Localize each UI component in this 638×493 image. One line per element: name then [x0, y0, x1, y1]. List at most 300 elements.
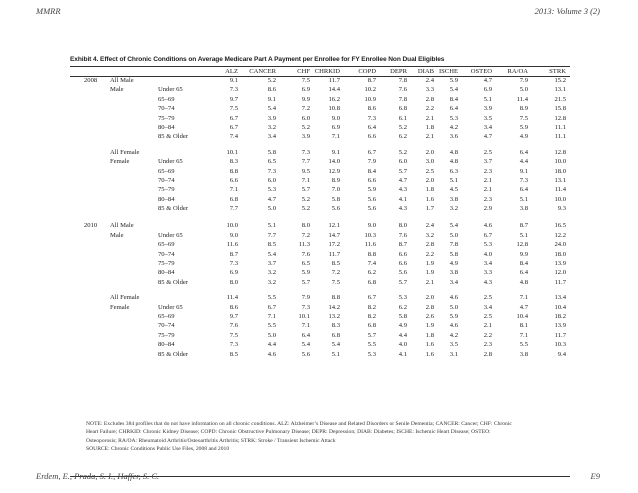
- value-cell: 15.8: [554, 105, 566, 113]
- value-cell: 5.5: [267, 322, 276, 330]
- value-cell: 7.1: [331, 133, 340, 141]
- table-row: [70, 340, 570, 349]
- age-cell: 75–79: [158, 260, 175, 268]
- value-cell: 17.2: [328, 241, 340, 249]
- value-cell: 4.9: [519, 133, 528, 141]
- value-cell: 2.3: [483, 195, 492, 203]
- table-row: [70, 85, 570, 94]
- group-cell: Female: [110, 303, 130, 311]
- age-cell: 65–69: [158, 95, 175, 103]
- value-cell: 11.1: [554, 123, 566, 131]
- value-cell: 7.0: [331, 186, 340, 194]
- value-cell: 2.3: [483, 341, 492, 349]
- value-cell: 7.9: [519, 77, 528, 84]
- value-cell: 3.7: [483, 158, 492, 166]
- value-cell: 9.4: [557, 350, 566, 358]
- value-cell: 7.3: [229, 260, 238, 268]
- table-row: [70, 293, 570, 302]
- value-cell: 9.7: [229, 95, 238, 103]
- column-header: ALZ: [225, 68, 238, 75]
- value-cell: 1.9: [425, 322, 434, 330]
- value-cell: 7.8: [398, 95, 407, 103]
- value-cell: 11.4: [554, 186, 566, 194]
- value-cell: 6.8: [331, 331, 340, 339]
- value-cell: 5.7: [398, 167, 407, 175]
- value-cell: 8.6: [229, 303, 238, 311]
- value-cell: 4.0: [483, 250, 492, 258]
- value-cell: 5.0: [449, 303, 458, 311]
- value-cell: 6.2: [367, 269, 376, 277]
- value-cell: 6.7: [483, 231, 492, 239]
- value-cell: 8.4: [367, 167, 376, 175]
- value-cell: 15.2: [554, 77, 566, 84]
- value-cell: 3.4: [483, 123, 492, 131]
- value-cell: 5.3: [483, 241, 492, 249]
- value-cell: 9.0: [331, 114, 340, 122]
- value-cell: 5.6: [367, 205, 376, 213]
- table-row: [70, 148, 570, 157]
- value-cell: 5.1: [519, 231, 528, 239]
- value-cell: 13.9: [554, 260, 566, 268]
- value-cell: 10.0: [554, 158, 566, 166]
- group-cell: All Male: [110, 77, 134, 84]
- value-cell: 4.2: [449, 331, 458, 339]
- value-cell: 5.9: [449, 77, 458, 84]
- value-cell: 8.0: [229, 278, 238, 286]
- value-cell: 8.7: [519, 222, 528, 230]
- value-cell: 5.8: [449, 250, 458, 258]
- value-cell: 8.1: [519, 322, 528, 330]
- value-cell: 5.0: [267, 331, 276, 339]
- value-cell: 3.3: [483, 269, 492, 277]
- value-cell: 9.1: [229, 77, 238, 84]
- value-cell: 6.7: [229, 123, 238, 131]
- value-cell: 9.7: [229, 312, 238, 320]
- value-cell: 5.7: [398, 278, 407, 286]
- age-cell: 70–74: [158, 250, 175, 258]
- value-cell: 8.7: [398, 241, 407, 249]
- value-cell: 7.6: [398, 231, 407, 239]
- value-cell: 4.7: [267, 195, 276, 203]
- value-cell: 12.1: [328, 222, 340, 230]
- value-cell: 7.3: [367, 114, 376, 122]
- value-cell: 5.8: [398, 312, 407, 320]
- value-cell: 2.0: [425, 148, 434, 156]
- value-cell: 5.1: [331, 350, 340, 358]
- value-cell: 11.6: [364, 241, 376, 249]
- value-cell: 3.9: [267, 114, 276, 122]
- value-cell: 10.8: [328, 105, 340, 113]
- value-cell: 6.9: [331, 123, 340, 131]
- value-cell: 2.8: [425, 241, 434, 249]
- value-cell: 4.4: [267, 341, 276, 349]
- value-cell: 3.4: [449, 278, 458, 286]
- value-cell: 2.1: [425, 133, 434, 141]
- value-cell: 7.5: [229, 331, 238, 339]
- value-cell: 7.3: [301, 148, 310, 156]
- value-cell: 9.1: [331, 148, 340, 156]
- value-cell: 7.5: [301, 77, 310, 84]
- group-cell: All Female: [110, 148, 140, 156]
- age-cell: 85 & Older: [158, 278, 189, 286]
- value-cell: 5.1: [519, 195, 528, 203]
- value-cell: 8.4: [519, 260, 528, 268]
- value-cell: 5.5: [519, 341, 528, 349]
- value-cell: 5.7: [367, 331, 376, 339]
- value-cell: 6.4: [519, 186, 528, 194]
- value-cell: 8.8: [331, 294, 340, 302]
- age-cell: 70–74: [158, 322, 175, 330]
- value-cell: 6.8: [367, 322, 376, 330]
- table-row: [70, 104, 570, 113]
- value-cell: 5.8: [267, 148, 276, 156]
- value-cell: 7.3: [229, 86, 238, 94]
- value-cell: 8.7: [367, 77, 376, 84]
- value-cell: 3.9: [301, 133, 310, 141]
- column-header: CANCER: [249, 68, 276, 75]
- table-row: [70, 176, 570, 185]
- table-row: [70, 204, 570, 213]
- value-cell: 7.3: [267, 167, 276, 175]
- value-cell: 11.3: [298, 241, 310, 249]
- value-cell: 5.4: [449, 86, 458, 94]
- value-cell: 4.8: [449, 158, 458, 166]
- value-cell: 3.8: [449, 195, 458, 203]
- value-cell: 7.5: [331, 278, 340, 286]
- value-cell: 4.3: [398, 205, 407, 213]
- value-cell: 2.5: [483, 312, 492, 320]
- value-cell: 16.5: [554, 222, 566, 230]
- value-cell: 5.0: [519, 86, 528, 94]
- value-cell: 8.7: [229, 250, 238, 258]
- group-cell: All Male: [110, 222, 134, 230]
- value-cell: 8.5: [229, 350, 238, 358]
- value-cell: 5.6: [367, 195, 376, 203]
- value-cell: 6.6: [367, 133, 376, 141]
- table-row: [70, 250, 570, 259]
- column-header: ISCHE: [438, 68, 458, 75]
- value-cell: 18.0: [554, 167, 566, 175]
- table-row: [70, 240, 570, 249]
- journal-name: MMRR: [36, 6, 61, 16]
- value-cell: 12.0: [554, 269, 566, 277]
- table-row: [70, 331, 570, 340]
- value-cell: 2.8: [425, 303, 434, 311]
- value-cell: 5.3: [449, 114, 458, 122]
- value-cell: 4.6: [483, 222, 492, 230]
- value-cell: 4.1: [398, 195, 407, 203]
- value-cell: 8.4: [449, 95, 458, 103]
- value-cell: 2.1: [483, 186, 492, 194]
- value-cell: 14.2: [328, 303, 340, 311]
- value-cell: 7.1: [229, 186, 238, 194]
- value-cell: 12.8: [554, 114, 566, 122]
- value-cell: 3.6: [449, 133, 458, 141]
- value-cell: 5.0: [449, 231, 458, 239]
- value-cell: 4.3: [483, 278, 492, 286]
- value-cell: 5.2: [267, 77, 276, 84]
- value-cell: 7.9: [367, 158, 376, 166]
- group-cell: Female: [110, 158, 130, 166]
- value-cell: 9.1: [519, 167, 528, 175]
- value-cell: 1.8: [425, 123, 434, 131]
- value-cell: 5.3: [398, 294, 407, 302]
- value-cell: 2.5: [483, 294, 492, 302]
- value-cell: 6.4: [449, 105, 458, 113]
- value-cell: 10.1: [226, 148, 238, 156]
- value-cell: 7.8: [449, 241, 458, 249]
- age-cell: Under 65: [158, 86, 183, 94]
- value-cell: 6.0: [301, 114, 310, 122]
- value-cell: 9.3: [557, 205, 566, 213]
- value-cell: 14.4: [328, 86, 340, 94]
- value-cell: 3.2: [267, 278, 276, 286]
- value-cell: 7.6: [301, 250, 310, 258]
- value-cell: 8.8: [367, 250, 376, 258]
- value-cell: 18.2: [554, 312, 566, 320]
- value-cell: 10.3: [364, 231, 376, 239]
- value-cell: 6.9: [483, 86, 492, 94]
- value-cell: 1.7: [425, 205, 434, 213]
- value-cell: 5.7: [301, 278, 310, 286]
- age-cell: 80–84: [158, 341, 175, 349]
- value-cell: 8.2: [367, 303, 376, 311]
- value-cell: 11.7: [554, 331, 566, 339]
- value-cell: 5.4: [267, 105, 276, 113]
- value-cell: 7.5: [229, 105, 238, 113]
- value-cell: 3.2: [267, 269, 276, 277]
- value-cell: 9.0: [367, 222, 376, 230]
- value-cell: 7.6: [398, 86, 407, 94]
- value-cell: 7.1: [519, 294, 528, 302]
- value-cell: 4.0: [398, 341, 407, 349]
- age-cell: 70–74: [158, 176, 175, 184]
- value-cell: 7.7: [229, 205, 238, 213]
- value-cell: 18.0: [554, 250, 566, 258]
- value-cell: 2.8: [425, 95, 434, 103]
- value-cell: 4.8: [519, 278, 528, 286]
- value-cell: 4.7: [398, 176, 407, 184]
- value-cell: 2.2: [483, 331, 492, 339]
- group-cell: Male: [110, 86, 124, 94]
- value-cell: 8.9: [331, 176, 340, 184]
- value-cell: 12.8: [554, 148, 566, 156]
- value-cell: 1.6: [425, 350, 434, 358]
- value-cell: 7.1: [301, 322, 310, 330]
- table-row: [70, 185, 570, 194]
- value-cell: 3.8: [519, 205, 528, 213]
- value-cell: 10.0: [554, 195, 566, 203]
- value-cell: 8.8: [229, 167, 238, 175]
- column-header: DEPR: [390, 68, 407, 75]
- value-cell: 5.2: [301, 195, 310, 203]
- value-cell: 1.8: [425, 186, 434, 194]
- value-cell: 2.2: [425, 105, 434, 113]
- table-row: [70, 221, 570, 230]
- age-cell: 65–69: [158, 241, 175, 249]
- value-cell: 5.5: [367, 341, 376, 349]
- table-row: [70, 123, 570, 132]
- value-cell: 3.4: [267, 133, 276, 141]
- column-header: STRK: [549, 68, 566, 75]
- value-cell: 6.5: [267, 158, 276, 166]
- note-line: Heart Failure; CHRKID: Chronic Kidney Disease; COPD: Chronic Obstructive Pulmonary Disease; DEPR: Depression; DIAB: Diabetes; ISCHE: Ischemic Heart Disease; OSTEO:: [86, 429, 491, 436]
- value-cell: 21.5: [554, 95, 566, 103]
- value-cell: 2.1: [425, 114, 434, 122]
- value-cell: 5.4: [301, 341, 310, 349]
- value-cell: 7.4: [367, 260, 376, 268]
- value-cell: 8.0: [301, 222, 310, 230]
- authors: Erdem, E., Prada, S. I., Haffer, S. C.: [36, 471, 160, 481]
- value-cell: 4.8: [449, 148, 458, 156]
- value-cell: 8.3: [229, 158, 238, 166]
- source-line: SOURCE: Chronic Conditions Public Use Files, 2008 and 2010: [86, 446, 230, 453]
- value-cell: 6.8: [398, 105, 407, 113]
- value-cell: 5.2: [301, 123, 310, 131]
- column-header: DIAB: [417, 68, 434, 75]
- value-cell: 5.8: [331, 195, 340, 203]
- value-cell: 6.7: [229, 114, 238, 122]
- column-header: OSTEO: [470, 68, 492, 75]
- value-cell: 4.7: [483, 133, 492, 141]
- value-cell: 11.7: [328, 77, 340, 84]
- value-cell: 8.3: [331, 322, 340, 330]
- table-notes: [86, 420, 626, 454]
- value-cell: 3.9: [483, 105, 492, 113]
- value-cell: 7.3: [301, 303, 310, 311]
- value-cell: 5.1: [449, 176, 458, 184]
- table-row: [70, 259, 570, 268]
- value-cell: 4.1: [398, 350, 407, 358]
- value-cell: 11.7: [554, 278, 566, 286]
- value-cell: 2.5: [483, 148, 492, 156]
- value-cell: 7.2: [301, 105, 310, 113]
- value-cell: 6.2: [398, 133, 407, 141]
- value-cell: 3.2: [425, 231, 434, 239]
- age-cell: Under 65: [158, 303, 183, 311]
- value-cell: 5.2: [398, 123, 407, 131]
- table-row: [70, 231, 570, 240]
- value-cell: 1.6: [425, 195, 434, 203]
- value-cell: 9.1: [267, 95, 276, 103]
- table-row: [70, 278, 570, 287]
- value-cell: 5.9: [519, 123, 528, 131]
- table-row: [70, 350, 570, 359]
- payment-table: [70, 67, 570, 359]
- value-cell: 7.3: [229, 341, 238, 349]
- table-row: [70, 167, 570, 176]
- value-cell: 6.8: [367, 278, 376, 286]
- value-cell: 7.1: [519, 331, 528, 339]
- value-cell: 3.2: [267, 123, 276, 131]
- value-cell: 7.5: [519, 114, 528, 122]
- table-row: [70, 76, 570, 85]
- value-cell: 5.7: [301, 186, 310, 194]
- value-cell: 10.4: [516, 312, 528, 320]
- value-cell: 5.6: [398, 269, 407, 277]
- value-cell: 2.8: [483, 350, 492, 358]
- value-cell: 7.4: [229, 133, 238, 141]
- age-cell: 65–69: [158, 312, 175, 320]
- value-cell: 10.3: [554, 341, 566, 349]
- value-cell: 5.0: [267, 205, 276, 213]
- value-cell: 6.1: [398, 114, 407, 122]
- value-cell: 3.0: [425, 158, 434, 166]
- value-cell: 7.9: [301, 294, 310, 302]
- value-cell: 4.7: [519, 303, 528, 311]
- note-line: Osteoporosis; RA/OA: Rheumatoid Arthritis/Osteoarthritis Arthritis; STRK: Stroke / Transient Ischemic Attack: [86, 437, 336, 444]
- value-cell: 3.4: [483, 303, 492, 311]
- value-cell: 8.6: [267, 86, 276, 94]
- value-cell: 5.6: [331, 205, 340, 213]
- value-cell: 13.1: [554, 176, 566, 184]
- value-cell: 4.4: [398, 331, 407, 339]
- value-cell: 8.0: [398, 222, 407, 230]
- value-cell: 13.9: [554, 322, 566, 330]
- value-cell: 4.3: [398, 186, 407, 194]
- age-cell: 80–84: [158, 195, 175, 203]
- value-cell: 10.2: [364, 86, 376, 94]
- value-cell: 11.7: [328, 250, 340, 258]
- value-cell: 11.4: [226, 294, 238, 302]
- value-cell: 3.5: [449, 341, 458, 349]
- value-cell: 7.6: [229, 322, 238, 330]
- age-cell: 85 & Older: [158, 205, 189, 213]
- age-cell: Under 65: [158, 158, 183, 166]
- value-cell: 5.5: [267, 294, 276, 302]
- value-cell: 6.3: [449, 167, 458, 175]
- value-cell: 10.0: [226, 222, 238, 230]
- table-row: [70, 303, 570, 312]
- value-cell: 12.2: [554, 231, 566, 239]
- page-number: E9: [590, 471, 600, 481]
- value-cell: 1.9: [425, 269, 434, 277]
- value-cell: 9.0: [229, 231, 238, 239]
- value-cell: 16.2: [328, 95, 340, 103]
- value-cell: 4.2: [449, 123, 458, 131]
- value-cell: 10.4: [554, 303, 566, 311]
- age-cell: 85 & Older: [158, 350, 189, 358]
- value-cell: 2.1: [483, 176, 492, 184]
- value-cell: 13.4: [554, 294, 566, 302]
- value-cell: 3.4: [483, 260, 492, 268]
- value-cell: 6.4: [367, 123, 376, 131]
- table-row: [70, 321, 570, 330]
- value-cell: 6.9: [229, 269, 238, 277]
- value-cell: 2.4: [425, 222, 434, 230]
- value-cell: 3.2: [449, 205, 458, 213]
- value-cell: 4.6: [267, 350, 276, 358]
- value-cell: 6.6: [229, 176, 238, 184]
- value-cell: 2.1: [483, 322, 492, 330]
- age-cell: 70–74: [158, 105, 175, 113]
- value-cell: 8.9: [519, 105, 528, 113]
- value-cell: 4.6: [449, 322, 458, 330]
- value-cell: 6.6: [398, 260, 407, 268]
- group-cell: Male: [110, 231, 124, 239]
- value-cell: 6.0: [398, 158, 407, 166]
- age-cell: 75–79: [158, 331, 175, 339]
- value-cell: 6.2: [398, 303, 407, 311]
- note-line: NOTE: Excludes 384 profiles that do not have information on all chronic conditions. ALZ: Alzheimer’s Disease and Related Disorders or Senile Dementia; CANCER: Cancer; CHF: Chronic: [86, 421, 512, 427]
- value-cell: 4.5: [449, 186, 458, 194]
- table-row: [70, 157, 570, 166]
- value-cell: 8.5: [331, 260, 340, 268]
- value-cell: 6.4: [519, 148, 528, 156]
- value-cell: 5.1: [267, 222, 276, 230]
- table-row: [70, 195, 570, 204]
- volume-info: 2013: Volume 3 (2): [534, 6, 600, 16]
